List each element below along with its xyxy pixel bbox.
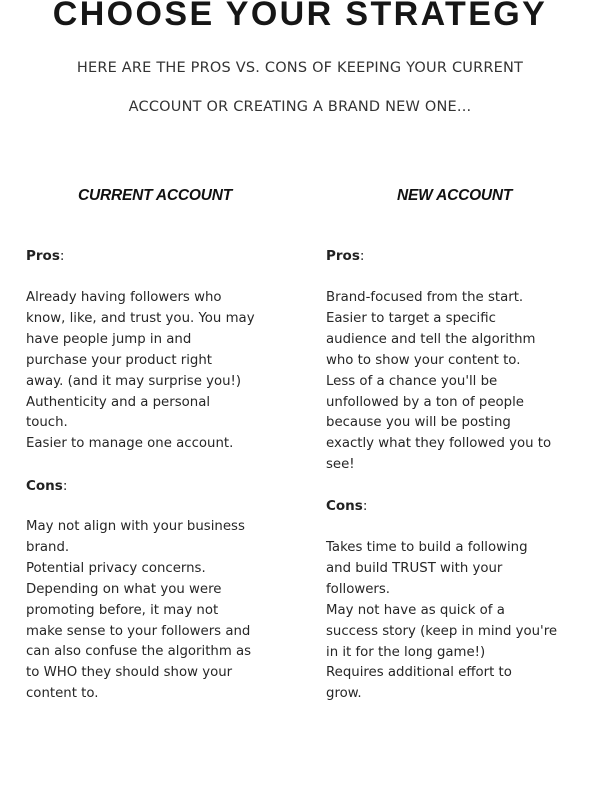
current-pros-line: Already having followers who bbox=[26, 290, 222, 305]
new-pros-line: audience and tell the algorithm bbox=[326, 331, 536, 347]
new-cons-list bbox=[326, 538, 578, 705]
current-pros-list bbox=[26, 288, 278, 455]
new-cons-line: followers. bbox=[326, 581, 391, 597]
new-cons-line: Takes time to build a following bbox=[326, 540, 528, 555]
current-cons-line: May not align with your business bbox=[26, 519, 245, 534]
current-cons-label-text: Cons bbox=[26, 478, 63, 494]
new-pros-list bbox=[326, 288, 578, 476]
new-pros-line: Less of a chance you'll be bbox=[326, 373, 498, 389]
new-pros-line: Brand-focused from the start. bbox=[326, 290, 524, 305]
new-pros-line: see! bbox=[326, 457, 355, 473]
current-cons-line: Potential privacy concerns. bbox=[26, 560, 206, 576]
new-cons-line: May not have as quick of a bbox=[326, 602, 505, 618]
current-pros-line: have people jump in and bbox=[26, 331, 192, 347]
current-pros-line: touch. bbox=[26, 415, 68, 431]
current-account-heading: CURRENT ACCOUNT bbox=[78, 187, 232, 204]
current-cons-line: can also confuse the algorithm as bbox=[26, 644, 252, 660]
current-pros-line: Easier to manage one account. bbox=[26, 436, 234, 452]
new-pros-label-text: Pros bbox=[326, 248, 360, 264]
new-account-heading: NEW ACCOUNT bbox=[397, 187, 513, 204]
new-pros-line: Easier to target a specific bbox=[326, 310, 496, 326]
current-cons-line: content to. bbox=[26, 686, 99, 702]
current-pros-line: away. (and it may surprise you!) bbox=[26, 373, 242, 389]
current-pros-line: purchase your product right bbox=[26, 352, 213, 368]
new-cons-label: Cons: bbox=[326, 498, 368, 514]
current-cons-line: brand. bbox=[26, 539, 70, 555]
page-title: CHOOSE YOUR STRATEGY bbox=[52, 0, 548, 33]
current-cons-list bbox=[26, 517, 278, 705]
current-pros-line: Authenticity and a personal bbox=[26, 394, 211, 410]
new-pros-line: exactly what they followed you to bbox=[326, 436, 552, 452]
current-cons-line: promoting before, it may not bbox=[26, 602, 219, 618]
new-cons-line: and build TRUST with your bbox=[326, 560, 503, 576]
new-cons-line: grow. bbox=[326, 686, 362, 702]
current-pros-line: know, like, and trust you. You may bbox=[26, 310, 255, 326]
new-pros-line: because you will be posting bbox=[326, 415, 511, 431]
subtitle-line-1: HERE ARE THE PROS VS. CONS OF KEEPING YOUR CURRENT bbox=[76, 60, 524, 76]
current-cons-line: make sense to your followers and bbox=[26, 623, 251, 639]
new-pros-line: unfollowed by a ton of people bbox=[326, 394, 524, 410]
new-pros-label: Pros: bbox=[326, 248, 365, 264]
current-cons-label: Cons: bbox=[26, 478, 68, 494]
new-cons-line: success story (keep in mind you're bbox=[326, 623, 558, 639]
current-cons-line: Depending on what you were bbox=[26, 581, 222, 597]
subtitle-line-2: ACCOUNT OR CREATING A BRAND NEW ONE... bbox=[128, 99, 472, 115]
new-cons-line: Requires additional effort to bbox=[326, 665, 512, 681]
new-cons-line: in it for the long game!) bbox=[326, 644, 486, 660]
current-cons-line: to WHO they should show your bbox=[26, 665, 233, 681]
current-pros-label: Pros: bbox=[26, 248, 65, 264]
new-pros-line: who to show your content to. bbox=[326, 352, 521, 368]
current-pros-label-text: Pros bbox=[26, 248, 60, 264]
new-cons-label-text: Cons bbox=[326, 498, 363, 514]
